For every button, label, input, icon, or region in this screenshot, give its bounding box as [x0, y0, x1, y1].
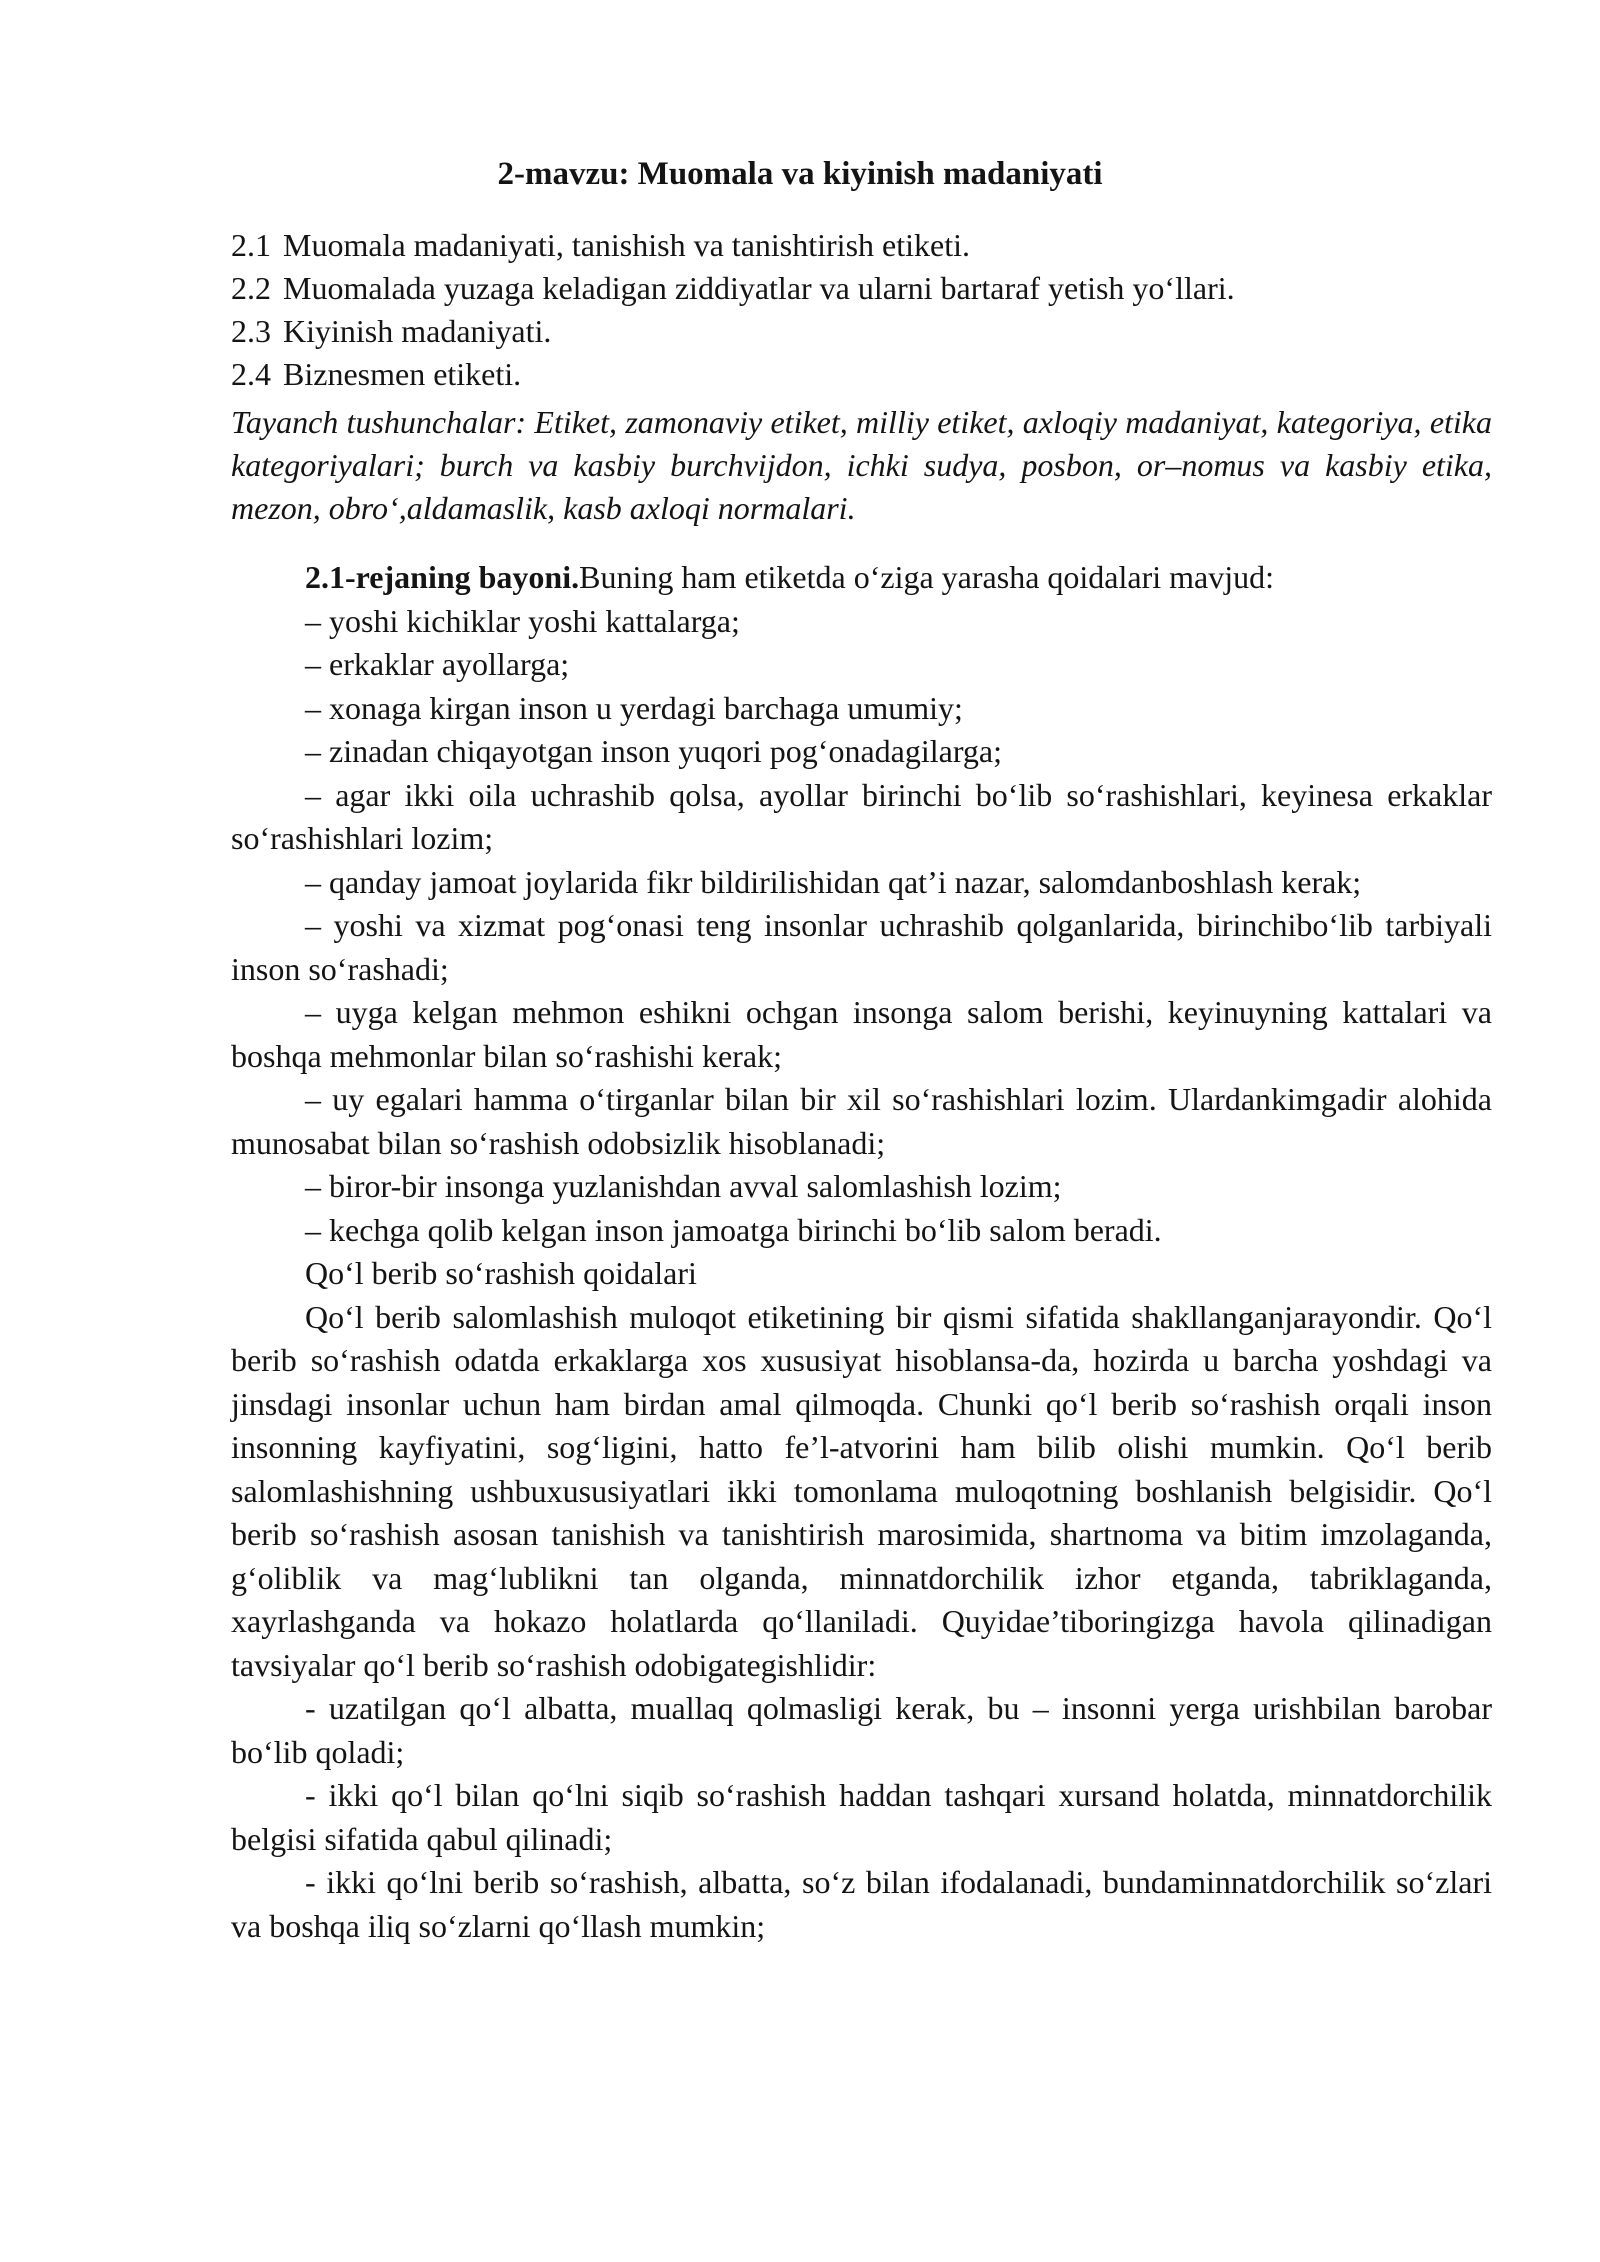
- toc-item: [231, 224, 1491, 267]
- toc-item: [231, 353, 1491, 396]
- rule-item: – biror-bir insonga yuzlanishdan avval salomlashish lozim;: [305, 1168, 1062, 1204]
- section-body: [231, 556, 1492, 1948]
- rule-item: – kechga qolib kelgan inson jamoatga birinchi bo‘lib salom beradi.: [305, 1211, 1162, 1248]
- toc-item-text: Muomala madaniyati, tanishish va tanishtirish etiketi.: [283, 227, 970, 263]
- rule-item: - ikki qo‘l bilan qo‘lni siqib so‘rashish haddan tashqari xursand holatda, minnatdorchilik belgisi sifatida qabul qilinadi;: [231, 1777, 1492, 1857]
- rule-item: - uzatilgan qo‘l albatta, muallaq qolmasligi kerak, bu – insonni yerga urishbilan barobar bo‘lib qoladi;: [231, 1690, 1492, 1770]
- rule-item: - ikki qo‘lni berib so‘rashish, albatta, so‘z bilan ifodalanadi, bundaminnatdorchilik so‘zlari va boshqa iliq so‘zlarni qo‘llash mumkin;: [231, 1864, 1492, 1944]
- body-paragraph: Qo‘l berib salomlashish muloqot etiketining bir qismi sifatida shakllanganjarayondir. Qo‘l berib so‘rashish odatda erkaklarga xos xususiyat hisoblansa-da, hozirda u barcha yoshdagi va jinsdagi insonlar uchun ham birdan amal qilmoqda. Chunki qo‘l berib so‘rashish orqali inson insonning kayfiyatini, sog‘ligini, hatto fe’l-atvorini ham bilib olishi mumkin. Qo‘l berib salomlashishning ushbuxususiyatlari ikki tomonlama muloqotning boshlanish belgisidir. Qo‘l berib so‘rashish asosan tanishish va tanishtirish marosimida, shartnoma va bitim imzolaganda, g‘oliblik va mag‘lublikni tan olganda, minnatdorchilik izhor etganda, tabriklaganda, xayrlashganda va hokazo holatlarda qo‘llaniladi. Quyidae’tiboringizga havola qilinadigan tavsiyalar qo‘l berib so‘rashish odobigategishlidir:: [231, 1298, 1492, 1683]
- subheading: Qo‘l berib so‘rashish qoidalari: [305, 1255, 697, 1291]
- toc-item-number: 2.3: [231, 313, 271, 349]
- rule-item: – uy egalari hamma o‘tirganlar bilan bir xil so‘rashishlari lozim. Ulardankimgadir alohida munosabat bilan so‘rashish odobsizlik hisoblanadi;: [231, 1081, 1492, 1161]
- rule-item: – erkaklar ayollarga;: [305, 646, 570, 682]
- table-of-contents: [231, 224, 1491, 396]
- section-heading: 2.1-rejaning bayoni.: [305, 559, 580, 595]
- rule-item: – xonaga kirgan inson u yerdagi barchaga umumiy;: [305, 689, 963, 726]
- toc-item: [231, 267, 1491, 310]
- toc-item-text: Biznesmen etiketi.: [283, 356, 522, 392]
- page-title: 2-mavzu: Muomala va kiyinish madaniyati: [497, 156, 1103, 192]
- toc-item: [231, 310, 1491, 353]
- section-intro-paragraph: [231, 556, 1492, 600]
- rule-item: – yoshi va xizmat pog‘onasi teng insonlar uchrashib qolganlarida, birinchibo‘lib tarbiyali inson so‘rashadi;: [231, 907, 1492, 987]
- toc-item-number: 2.2: [231, 270, 271, 306]
- section-intro: Buning ham etiketda o‘ziga yarasha qoidalari mavjud:: [579, 559, 1274, 595]
- toc-item-text: Kiyinish madaniyati.: [283, 313, 552, 349]
- toc-item-text: Muomalada yuzaga keladigan ziddiyatlar va ularni bartaraf yetish yo‘llari.: [283, 270, 1235, 306]
- toc-item-number: 2.4: [231, 356, 271, 392]
- rule-item: – yoshi kichiklar yoshi kattalarga;: [305, 602, 740, 639]
- rule-item: – uyga kelgan mehmon eshikni ochgan insonga salom berishi, keyinuyning kattalari va boshqa mehmonlar bilan so‘rashishi kerak;: [231, 994, 1492, 1074]
- rule-item: – agar ikki oila uchrashib qolsa, ayollar birinchi bo‘lib so‘rashishlari, keyinesa erkaklar so‘rashishlari lozim;: [231, 776, 1492, 856]
- toc-item-number: 2.1: [231, 227, 271, 263]
- rule-item: – zinadan chiqayotgan inson yuqori pog‘onadagilarga;: [305, 733, 1002, 769]
- rule-item: – qanday jamoat joylarida fikr bildirilishidan qat’i nazar, salomdanboshlash kerak;: [305, 863, 1362, 900]
- key-concepts: Tayanch tushunchalar: Etiket, zamonaviy etiket, milliy etiket, axloqiy madaniyat, kategoriya, etika kategoriyalari; burch va kasbiy burchvijdon, ichki sudya, posbon, or–nomus va kasbiy etika, mezon, obro‘,aldamaslik, kasb axloqi normalari.: [231, 404, 1492, 526]
